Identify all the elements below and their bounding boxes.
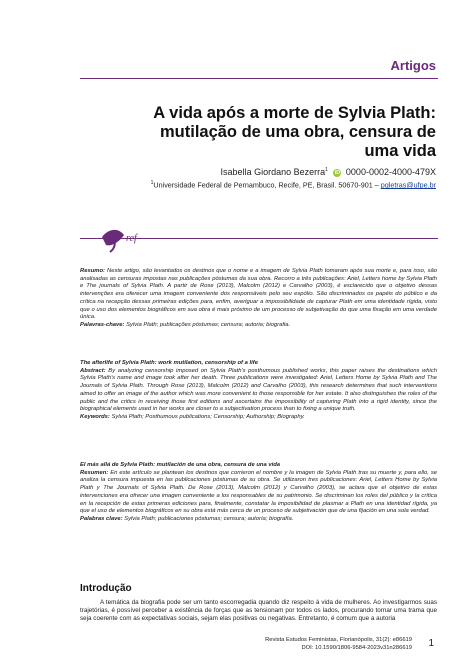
title-line-2: mutilação de uma obra, censura de (159, 123, 436, 141)
abstract-es-keywords: Sylvia Plath; publicaciones póstumas; censura; autoría; biografía. (122, 515, 294, 522)
affiliation-sup: 1 (150, 180, 154, 186)
abstract-pt-label: Resumo: (80, 268, 106, 274)
abstract-pt-text: Neste artigo, são levantados os destinos que o nome e a imagem de Sylvia Plath tomaram após sua morte e, para isso, são analisadas as censuras impostas nas publicações póstumas da sua obra. Recorro a três publicações: Ariel, Letters home by Sylvia Plath e The journals of Sylvia Plath. A partir de Rose (2013), Malcolm (2012) e Carvalho (2003), é esclarecido que o objetivo dessas intervenções era oferecer uma imagem conveniente dos responsáveis pelo seu espólio. São discriminados os papéis do público e da crítica na recepção dessas primeiras edições para, enfim, averiguar a impossibilidade de capturar Plath em uma identidade rígida, visto que o uso dos elementos biográficos em sua obra é mais próximo de um processo de subjetivação do que uma fixação em uma verdade única. (80, 268, 437, 321)
abstract-es-heading: El más allá de Sylvia Plath: mutilación de una obra, censura de una vida (80, 462, 281, 468)
abstract-es (80, 462, 437, 524)
logo-swoosh (102, 230, 124, 245)
article-title (106, 104, 436, 161)
orcid-icon[interactable]: iD (334, 169, 341, 176)
page-footer (265, 636, 412, 652)
title-line-3: uma vida (364, 142, 436, 160)
author-line (221, 167, 436, 177)
logo-text: ref (126, 233, 137, 244)
abstract-en-keywords-label: Keywords: (80, 413, 110, 420)
abstract-en-keywords: Sylvia Plath; Posthumous publications; Censorship; Authorship; Biography. (109, 413, 305, 420)
intro-text: A temática da biografia pode ser um tanto escorregadia quando diz respeito à vida de mulheres. Ao investigarmos suas trajetórias, é possível perceber a existência de forças que as tensionam por todos os lados, procurando tornar uma trama que seja coerente com as expectativas sociais, sejam elas positivas ou negativas. Entretanto, é comum que a autoria (80, 599, 437, 623)
abstract-en (80, 360, 437, 422)
abstract-pt-keywords: Sylvia Plath; publicações póstumas; censura; autoria; biografia. (124, 321, 291, 328)
abstract-es-keywords-label: Palabras clave: (80, 515, 123, 522)
abstract-pt (80, 268, 437, 330)
footer-doi[interactable]: DOI: 10.1590/1806-9584-2023v31n286619 (301, 645, 412, 651)
affiliation: Universidade Federal de Pernambuco, Recife, PE, Brasil. 50670-901 – (153, 180, 381, 190)
page-number: 1 (428, 638, 434, 649)
author-sup: 1 (325, 167, 328, 173)
section-tag: Artigos (390, 58, 436, 73)
author-name: Isabella Giordano Bezerra (220, 167, 326, 177)
abstract-en-heading: The afterlife of Sylvia Plath: work mutilation, censorship of a life (80, 360, 258, 366)
section-rule (80, 78, 438, 79)
abstract-es-label: Resumen: (80, 469, 109, 476)
title-line-1: A vida após a morte de Sylvia Plath: (153, 104, 436, 122)
intro-heading: Introdução (80, 583, 132, 594)
affiliation-line (151, 180, 436, 189)
footer-journal: Revista Estudos Feministas, Florianópolis, 31(2): e86619 (265, 637, 412, 643)
email-link[interactable]: pgletras@ufpe.br (380, 180, 436, 190)
abstract-en-label: Abstract: (80, 367, 106, 374)
abstract-pt-keywords-label: Palavras-chave: (80, 321, 125, 328)
abstract-en-text: By analyzing censorship imposed on Sylvia Plath's posthumous published works, this paper raises the destinations which Sylvia Plath's name and image took after her death. Three publications were investigated: Ariel, Letters Home by Sylvia Plath and The Journals of Sylvia Plath. Through Rose (2013), Malcolm (2012) and Carvalho (2003), this research determines that such interventions aimed to offer an image of the author which was more convenient to those responsible for her estate. It also distinguishes the roles of the public and the critics in receiving those first editions and ascertains the impossibility of capturing Plath into a rigid identity, since the biographical elements used in her works are closer to a subjectivation process than to fixing a unique truth. (80, 367, 437, 413)
abstract-es-text: En este artículo se plantean los destinos que corrieron el nombre y la imagen de Sylvia Plath tras su muerte y, para ello, se analiza la censura impuesta en las publicaciones póstumas de su obra. Se utilizaron tres publicaciones: Ariel, Letters Home by Sylvia Plath y The Journals of Sylvia Plath. De Rose (2013), Malcolm (2012) y Carvalho (2003), se aclara que el objetivo de estas intervenciones era ofrecer una imagen conveniente a los responsables de su patrimonio. Se discriminan los roles del público y la crítica en la recepción de estas primeras ediciones para, finalmente, constatar la imposibilidad de plasmar a Plath en una identidad rígida, ya que el uso de elementos biográficos en su obra está más cerca de un proceso de subjetivación que de una fijación en una sola verdad. (80, 469, 437, 515)
intro-paragraph (80, 599, 437, 624)
orcid-id[interactable]: 0000-0002-4000-479X (345, 167, 436, 177)
